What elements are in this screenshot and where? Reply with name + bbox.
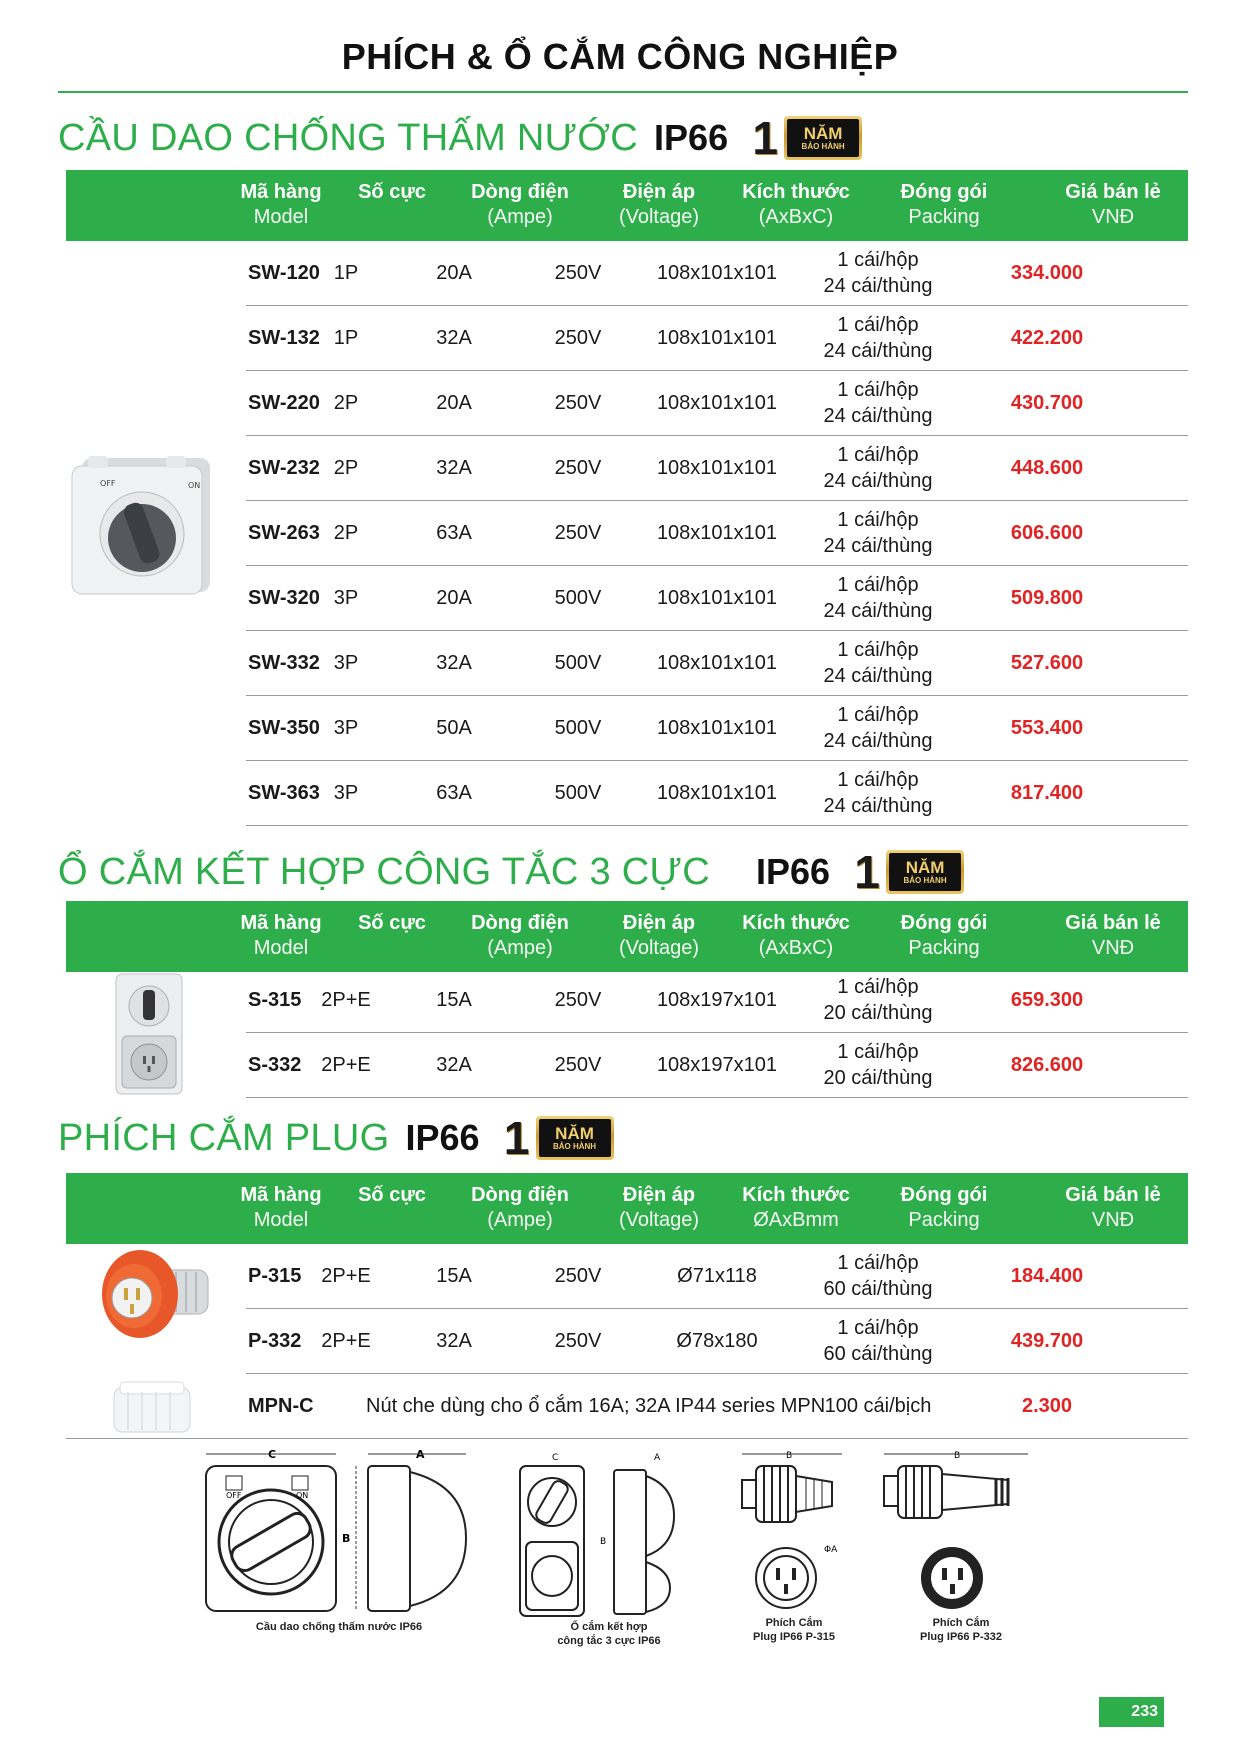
header-voltage: Điện áp xyxy=(622,1184,696,1206)
caption-line: Plug IP66 P-332 xyxy=(920,1631,1002,1643)
packing-cell xyxy=(808,1244,948,1308)
packing-per-carton: 60 cái/thùng xyxy=(823,1343,933,1365)
size-cell: Ø78x180 xyxy=(676,1329,758,1352)
current-cell: 20A xyxy=(436,261,472,284)
header-size: Kích thước xyxy=(742,1184,850,1206)
section-rating: IP66 xyxy=(756,851,831,892)
packing-per-carton: 24 cái/thùng xyxy=(823,535,933,557)
model-cell: SW-350 xyxy=(248,716,320,739)
packing-per-box: 1 cái/hộp xyxy=(837,444,919,466)
poles-cell: 1P xyxy=(333,326,359,349)
header-voltage: Điện áp xyxy=(622,181,696,203)
section-heading-socket xyxy=(58,848,966,896)
price-cell: 509.800 xyxy=(1010,586,1084,609)
table-row xyxy=(246,241,1188,306)
header-poles: Số cực xyxy=(358,181,426,203)
voltage-cell: 250V xyxy=(554,521,602,544)
current-cell: 20A xyxy=(436,391,472,414)
packing-cell xyxy=(808,566,948,630)
header-poles: Số cực xyxy=(358,1184,426,1206)
voltage-cell: 250V xyxy=(554,1329,602,1352)
model-cell: MPN-C xyxy=(248,1394,314,1417)
header-voltage-sub: (Voltage) xyxy=(618,206,700,228)
table-row xyxy=(246,371,1188,436)
price-cell: 826.600 xyxy=(1010,1053,1084,1076)
price-cell: 430.700 xyxy=(1010,391,1084,414)
header-model: Mã hàng xyxy=(240,181,322,203)
size-cell: 108x101x101 xyxy=(656,326,778,349)
warranty-word: NĂM xyxy=(905,857,945,877)
packing-per-carton: 24 cái/thùng xyxy=(823,470,933,492)
combo-socket-dimension-diagram xyxy=(514,1446,684,1626)
packing-cell xyxy=(808,631,948,695)
table-row xyxy=(246,1033,1188,1098)
dim-b-label: B xyxy=(954,1451,961,1461)
header-voltage-sub: (Voltage) xyxy=(618,937,700,959)
packing-per-box: 1 cái/hộp xyxy=(837,704,919,726)
warranty-badge xyxy=(750,114,864,162)
model-cell: SW-132 xyxy=(248,326,320,349)
header-model: Mã hàng xyxy=(240,912,322,934)
header-price-sub: VNĐ xyxy=(1091,937,1135,959)
technical-diagrams xyxy=(0,1446,1240,1686)
size-cell: 108x197x101 xyxy=(656,988,778,1011)
current-cell: 50A xyxy=(436,716,472,739)
packing-per-box: 1 cái/hộp xyxy=(837,379,919,401)
current-cell: 15A xyxy=(436,1264,472,1287)
voltage-cell: 250V xyxy=(554,1264,602,1287)
warranty-word: NĂM xyxy=(803,123,843,143)
packing-per-carton: 24 cái/thùng xyxy=(823,730,933,752)
packing-per-box: 1 cái/hộp xyxy=(837,769,919,791)
price-cell: 334.000 xyxy=(1010,261,1084,284)
header-packing: Đóng gói xyxy=(900,912,988,934)
plug-product-image xyxy=(86,1240,216,1350)
caption-line: Ổ cắm kết hợp xyxy=(570,1621,648,1633)
header-voltage: Điện áp xyxy=(622,912,696,934)
price-cell: 817.400 xyxy=(1010,781,1084,804)
poles-cell: 2P+E xyxy=(321,1264,371,1287)
poles-cell: 2P+E xyxy=(321,988,371,1011)
packing-per-carton: 24 cái/thùng xyxy=(823,665,933,687)
diagram-caption-socket xyxy=(524,1620,694,1648)
current-cell: 32A xyxy=(436,651,472,674)
section-heading-plug xyxy=(58,1114,616,1162)
warranty-word: NĂM xyxy=(555,1123,594,1143)
model-cell: P-315 xyxy=(248,1264,302,1287)
poles-cell: 2P+E xyxy=(321,1053,371,1076)
table-row xyxy=(246,1374,1188,1439)
packing-per-box: 1 cái/hộp xyxy=(837,1041,919,1063)
size-cell: 108x101x101 xyxy=(656,521,778,544)
price-cell: 448.600 xyxy=(1010,456,1084,479)
description-cell: Nút che dùng cho ổ cắm 16A; 32A IP44 series MPN xyxy=(366,1394,826,1417)
cover-cap-product-image xyxy=(108,1378,198,1436)
table-row xyxy=(246,761,1188,826)
header-size-sub: ØAxBmm xyxy=(753,1209,839,1231)
size-cell: Ø71x118 xyxy=(677,1264,757,1287)
packing-per-carton: 24 cái/thùng xyxy=(823,795,933,817)
table-header-socket xyxy=(66,901,1188,972)
dim-phi-a-label: ΦA xyxy=(824,1545,838,1555)
dim-c-label: C xyxy=(268,1448,277,1461)
warranty-years: 1 xyxy=(503,1112,530,1164)
packing-cell xyxy=(808,1033,948,1097)
header-packing-sub: Packing xyxy=(908,937,980,959)
warranty-years: 1 xyxy=(752,112,778,164)
header-packing-sub: Packing xyxy=(908,206,980,228)
header-packing: Đóng gói xyxy=(900,181,988,203)
header-current: Dòng điện xyxy=(471,912,569,934)
section-heading-switch xyxy=(58,114,864,162)
warranty-years: 1 xyxy=(854,846,880,898)
poles-cell: 3P xyxy=(333,781,359,804)
current-cell: 32A xyxy=(436,456,472,479)
packing-per-carton: 24 cái/thùng xyxy=(823,405,933,427)
model-cell: SW-232 xyxy=(248,456,320,479)
size-cell: 108x101x101 xyxy=(656,781,778,804)
caption-line: Cầu dao chống thấm nước IP66 xyxy=(255,1621,423,1633)
table-row xyxy=(246,968,1188,1033)
header-packing: Đóng gói xyxy=(900,1184,988,1206)
packing-per-box: 1 cái/hộp xyxy=(837,249,919,271)
header-size: Kích thước xyxy=(742,181,850,203)
packing-per-carton: 24 cái/thùng xyxy=(823,275,933,297)
on-label: ON xyxy=(188,481,201,490)
current-cell: 63A xyxy=(436,521,472,544)
dim-a-label: A xyxy=(416,1448,425,1461)
poles-cell: 3P xyxy=(333,586,359,609)
model-cell: SW-332 xyxy=(248,651,320,674)
warranty-sub: BẢO HÀNH xyxy=(801,141,845,151)
diagram-off-label: OFF xyxy=(226,1491,242,1500)
model-cell: SW-363 xyxy=(248,781,320,804)
poles-cell: 3P xyxy=(333,716,359,739)
caption-line: Phích Cắm xyxy=(932,1617,990,1629)
caption-line: Phích Cắm xyxy=(765,1617,823,1629)
current-cell: 32A xyxy=(436,326,472,349)
header-model-sub: Model xyxy=(253,937,309,959)
plug-p332-dimension-diagram xyxy=(878,1446,1038,1626)
header-current-sub: (Ampe) xyxy=(487,937,553,959)
header-current: Dòng điện xyxy=(471,1184,569,1206)
section-title: CẦU DAO CHỐNG THẤM NƯỚC xyxy=(58,116,639,159)
packing-cell xyxy=(808,968,948,1032)
header-current-sub: (Ampe) xyxy=(487,206,553,228)
voltage-cell: 500V xyxy=(554,651,602,674)
packing-per-box: 1 cái/hộp xyxy=(837,639,919,661)
packing-per-carton: 20 cái/thùng xyxy=(823,1067,933,1089)
table-row xyxy=(246,1244,1188,1309)
size-cell: 108x101x101 xyxy=(656,456,778,479)
packing-cell xyxy=(808,501,948,565)
dim-b-label: B xyxy=(342,1532,351,1545)
diagram-caption-p332 xyxy=(896,1616,1026,1644)
price-cell: 527.600 xyxy=(1010,651,1084,674)
page-title: PHÍCH & Ổ CẮM CÔNG NGHIỆP xyxy=(341,36,899,77)
packing-per-box: 1 cái/hộp xyxy=(837,1252,919,1274)
packing-cell xyxy=(808,436,948,500)
warranty-badge xyxy=(852,848,966,896)
packing-per-box: 1 cái/hộp xyxy=(837,976,919,998)
caption-line: công tắc 3 cực IP66 xyxy=(557,1635,661,1647)
plug-p315-dimension-diagram xyxy=(732,1446,852,1626)
warranty-badge xyxy=(502,1114,616,1162)
poles-cell: 2P xyxy=(333,456,359,479)
header-price: Giá bán lẻ xyxy=(1065,912,1161,934)
row-divider xyxy=(66,1438,246,1439)
packing-per-carton: 24 cái/thùng xyxy=(823,340,933,362)
voltage-cell: 250V xyxy=(554,1053,602,1076)
table-row xyxy=(246,1309,1188,1374)
header-current-sub: (Ampe) xyxy=(487,1209,553,1231)
model-cell: S-315 xyxy=(248,988,302,1011)
header-packing-sub: Packing xyxy=(908,1209,980,1231)
packing-per-box: 1 cái/hộp xyxy=(837,314,919,336)
current-cell: 32A xyxy=(436,1329,472,1352)
price-cell: 606.600 xyxy=(1010,521,1084,544)
voltage-cell: 250V xyxy=(554,326,602,349)
dim-b-label: B xyxy=(600,1537,607,1547)
poles-cell: 3P xyxy=(333,651,359,674)
packing-cell xyxy=(808,241,948,305)
price-cell: 439.700 xyxy=(1010,1329,1084,1352)
header-price: Giá bán lẻ xyxy=(1065,1184,1161,1206)
model-cell: P-332 xyxy=(248,1329,302,1352)
header-size: Kích thước xyxy=(742,912,850,934)
table-row xyxy=(246,566,1188,631)
section-title: PHÍCH CẮM PLUG xyxy=(58,1116,390,1159)
model-cell: SW-220 xyxy=(248,391,320,414)
table-row xyxy=(246,501,1188,566)
model-cell: S-332 xyxy=(248,1053,302,1076)
table-header-plug xyxy=(66,1173,1188,1244)
price-cell: 184.400 xyxy=(1010,1264,1084,1287)
packing-per-box: 1 cái/hộp xyxy=(837,574,919,596)
current-cell: 15A xyxy=(436,988,472,1011)
section-rating: IP66 xyxy=(654,117,729,158)
packing-cell xyxy=(808,696,948,760)
model-cell: SW-120 xyxy=(248,261,320,284)
table-row xyxy=(246,436,1188,501)
header-poles: Số cực xyxy=(358,912,426,934)
current-cell: 20A xyxy=(436,586,472,609)
size-cell: 108x101x101 xyxy=(656,391,778,414)
voltage-cell: 500V xyxy=(554,716,602,739)
packing-per-carton: 60 cái/thùng xyxy=(823,1278,933,1300)
warranty-sub: BẢO HÀNH xyxy=(552,1141,597,1151)
model-cell: SW-320 xyxy=(248,586,320,609)
dim-b-label: B xyxy=(786,1451,793,1461)
packing-per-carton: 24 cái/thùng xyxy=(823,600,933,622)
price-cell: 422.200 xyxy=(1010,326,1084,349)
size-cell: 108x197x101 xyxy=(656,1053,778,1076)
packing-per-box: 1 cái/hộp xyxy=(837,509,919,531)
combo-socket-product-image xyxy=(110,972,190,1096)
title-divider xyxy=(58,91,1188,93)
header-size-sub: (AxBxC) xyxy=(758,206,834,228)
header-voltage-sub: (Voltage) xyxy=(618,1209,700,1231)
voltage-cell: 250V xyxy=(554,391,602,414)
warranty-sub: BẢO HÀNH xyxy=(903,875,947,885)
table-row xyxy=(246,696,1188,761)
poles-cell: 2P xyxy=(333,391,359,414)
caption-line: Plug IP66 P-315 xyxy=(753,1631,835,1643)
header-model-sub: Model xyxy=(253,1209,309,1231)
packing-cell: 100 cái/bịch xyxy=(824,1394,932,1417)
price-cell: 659.300 xyxy=(1010,988,1084,1011)
table-header-switch xyxy=(66,170,1188,241)
header-current: Dòng điện xyxy=(471,181,569,203)
model-cell: SW-263 xyxy=(248,521,320,544)
voltage-cell: 500V xyxy=(554,586,602,609)
diagram-on-label: ON xyxy=(296,1491,309,1500)
current-cell: 63A xyxy=(436,781,472,804)
header-price-sub: VNĐ xyxy=(1091,1209,1135,1231)
current-cell: 32A xyxy=(436,1053,472,1076)
voltage-cell: 500V xyxy=(554,781,602,804)
size-cell: 108x101x101 xyxy=(656,651,778,674)
section-title: Ổ CẮM KẾT HỢP CÔNG TẮC 3 CỰC xyxy=(58,850,710,893)
section-rating: IP66 xyxy=(405,1117,480,1158)
packing-cell xyxy=(808,371,948,435)
diagram-caption-switch xyxy=(214,1620,464,1634)
poles-cell: 2P xyxy=(333,521,359,544)
packing-cell xyxy=(808,761,948,825)
voltage-cell: 250V xyxy=(554,988,602,1011)
header-model-sub: Model xyxy=(253,206,309,228)
packing-per-carton: 20 cái/thùng xyxy=(823,1002,933,1024)
diagram-caption-p315 xyxy=(734,1616,854,1644)
poles-cell: 1P xyxy=(333,261,359,284)
packing-per-box: 1 cái/hộp xyxy=(837,1317,919,1339)
packing-cell xyxy=(808,1309,948,1373)
voltage-cell: 250V xyxy=(554,261,602,284)
voltage-cell: 250V xyxy=(554,456,602,479)
dim-c-label: C xyxy=(552,1453,559,1463)
size-cell: 108x101x101 xyxy=(656,261,778,284)
size-cell: 108x101x101 xyxy=(656,586,778,609)
price-cell: 2.300 xyxy=(1021,1394,1073,1417)
dim-a-label: A xyxy=(654,1453,661,1463)
table-row xyxy=(246,631,1188,696)
header-size-sub: (AxBxC) xyxy=(758,937,834,959)
off-label: OFF xyxy=(100,479,116,488)
table-row xyxy=(246,306,1188,371)
size-cell: 108x101x101 xyxy=(656,716,778,739)
packing-cell xyxy=(808,306,948,370)
switch-dimension-diagram xyxy=(196,1446,496,1626)
header-price: Giá bán lẻ xyxy=(1065,181,1161,203)
poles-cell: 2P+E xyxy=(321,1329,371,1352)
price-cell: 553.400 xyxy=(1010,716,1084,739)
rotary-switch-product-image xyxy=(66,452,226,602)
header-model: Mã hàng xyxy=(240,1184,322,1206)
page-number: 233 xyxy=(1099,1697,1164,1727)
header-price-sub: VNĐ xyxy=(1091,206,1135,228)
